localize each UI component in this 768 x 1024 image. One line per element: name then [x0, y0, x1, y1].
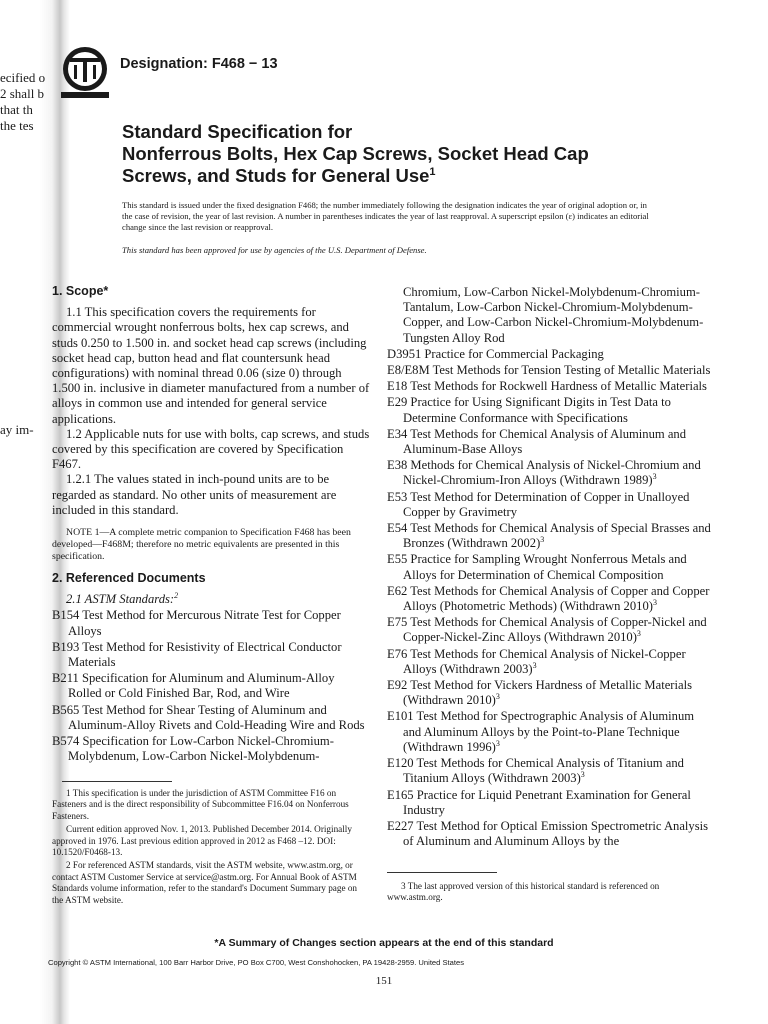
reference-item: B193 Test Method for Resistivity of Electrical Conductor Materials	[52, 639, 342, 670]
reference-item: B574 Specification for Low-Carbon Nickel-Chromium-Molybdenum, Low-Carbon Nickel-Molybdenum-	[52, 734, 334, 764]
reference-item: B211 Specification for Aluminum and Aluminum-Alloy Rolled or Cold Finished Bar, Rod, and Wire	[52, 671, 335, 701]
summary-of-changes-note: *A Summary of Changes section appears at the end of this standard	[214, 937, 554, 949]
footnote-1: 1 This specification is under the jurisdiction of ASTM Committee F16 on Fasteners and is the direct responsibility of Subcommittee F16.04 on Nonferrous Fasteners.	[52, 788, 349, 821]
footnote-mark: 3	[652, 472, 657, 482]
issued-note: This standard is issued under the fixed designation F468; the number immediately following the designation indicates the year of original adoption or, in the case of revision, the year of last revision. A number in parentheses indicates the year of last reapproval. A superscript epsilon (ε) indicates an editorial change since the last revision or reapproval.	[122, 200, 649, 232]
title-line: Screws, and Studs for General Use	[122, 165, 430, 186]
footnote-edition: Current edition approved Nov. 1, 2013. Published December 2014. Originally approved in 1976. Last previous edition approved in 2012 as F468 –12. DOI: 10.1520/F0468-13.	[52, 824, 352, 858]
left-footnotes	[52, 786, 370, 906]
margin-fragment: the tes	[0, 118, 34, 133]
reference-item: E29 Practice for Using Significant Digits in Test Data to Determine Conformance with Specifications	[387, 395, 671, 425]
reference-item: E227 Test Method for Optical Emission Spectrometric Analysis of Aluminum and Aluminum Alloys by the	[387, 818, 709, 849]
footnote-mark: 3	[495, 738, 500, 748]
referenced-documents-heading: 2. Referenced Documents	[52, 571, 206, 586]
footnote-divider	[62, 781, 172, 782]
reference-item: E92 Test Method for Vickers Hardness of Metallic Materials (Withdrawn 2010)$^3$	[387, 678, 692, 708]
margin-fragment: that th	[0, 102, 33, 117]
dod-approval-note: This standard has been approved for use by agencies of the U.S. Department of Defense.	[122, 245, 427, 255]
reference-item: E34 Test Methods for Chemical Analysis of Aluminum and Aluminum-Base Alloys	[387, 426, 687, 457]
page-number: 151	[375, 975, 393, 987]
footnote-mark: 3	[652, 597, 657, 607]
note-1: NOTE 1—A complete metric companion to Specification F468 has been developed—F468M; therefore no metric equivalents are presented in this specification.	[52, 527, 351, 563]
footnote-mark: 2	[174, 591, 179, 601]
astm-logo-icon	[57, 44, 113, 100]
footnote-divider	[387, 872, 497, 873]
scope-heading: 1. Scope*	[52, 284, 109, 298]
reference-item: E8/E8M Test Methods for Tension Testing of Metallic Materials	[387, 363, 711, 378]
footnote-2: 2 For referenced ASTM standards, visit the ASTM website, www.astm.org, or contact ASTM Customer Service at service@astm.org. For Annual Book of ASTM Standards volume information, refer to the standard's Document Summary page on the ASTM website.	[52, 860, 358, 905]
footnote-mark: 3	[580, 770, 585, 780]
reference-item: E76 Test Methods for Chemical Analysis of Nickel-Copper Alloys (Withdrawn 2003)$^3$	[387, 646, 686, 676]
footnote-mark: 3	[636, 629, 641, 639]
footnote-mark: 3	[540, 535, 545, 545]
designation: Designation: F468 − 13	[120, 56, 278, 72]
document-title	[122, 121, 682, 187]
reference-item: E55 Practice for Sampling Wrought Nonferrous Metals and Alloys for Determination of Chemical Composition	[387, 552, 687, 582]
footnote-mark: 3	[495, 692, 500, 702]
margin-fragment: 2 shall b	[0, 86, 45, 101]
reference-item: D3951 Practice for Commercial Packaging	[387, 346, 604, 361]
astm-standards-label: 2.1 ASTM Standards:$^2$	[66, 591, 179, 607]
reference-item: B154 Test Method for Mercurous Nitrate Test for Copper Alloys	[52, 608, 341, 638]
title-line: Nonferrous Bolts, Hex Cap Screws, Socket Head Cap	[122, 143, 589, 164]
reference-item: E53 Test Method for Determination of Copper in Unalloyed Copper by Gravimetry	[387, 489, 690, 519]
reference-item: E101 Test Method for Spectrographic Analysis of Aluminum and Aluminum Alloys by the Point-to-Plane Technique (Withdrawn 1996)$^3$	[387, 709, 695, 754]
reference-item: E120 Test Methods for Chemical Analysis of Titanium and Titanium Alloys (Withdrawn 2003)$^3$	[387, 756, 684, 786]
reference-item: E75 Test Methods for Chemical Analysis of Copper-Nickel and Copper-Nickel-Zinc Alloys (Withdrawn 2010)$^3$	[387, 615, 707, 645]
margin-fragment: ecified o	[0, 70, 46, 85]
paragraph-1-2-1: 1.2.1 The values stated in inch-pound units are to be regarded as standard. No other units of measurement are included in this standard.	[52, 472, 337, 517]
reference-item: E18 Test Methods for Rockwell Hardness of Metallic Materials	[387, 379, 707, 394]
paragraph-1-1: 1.1 This specification covers the requirements for commercial wrought nonferrous bolts, hex cap screws, and studs 0.250 to 1.500 in. and socket head cap screws (including socket head cap, button head and flat countersunk head configurations) with nominal thread 0.06 (size 0) through 1.500 in. inclusive in diameter manufactured from a number of alloys in common use and intended for general service applications.	[52, 305, 370, 426]
left-column	[52, 284, 370, 764]
reference-item: B565 Test Method for Shear Testing of Aluminum and Aluminum-Alloy Rivets and Cold-Heading Wire and Rods	[52, 702, 365, 732]
reference-item: E38 Methods for Chemical Analysis of Nickel-Chromium and Nickel-Chromium-Iron Alloys (Withdrawn 1989)$^3$	[387, 458, 701, 488]
copyright-line: Copyright © ASTM International, 100 Barr Harbor Drive, PO Box C700, West Conshohocken, PA 19428-2959. United States	[48, 958, 465, 967]
reference-item: Chromium, Low-Carbon Nickel-Molybdenum-Chromium-Tantalum, Low-Carbon Nickel-Chromium-Molybdenum-Copper, and Low-Carbon Nickel-Chromium-Molybdenum-Tungsten Alloy Rod	[403, 285, 704, 345]
paragraph-1-2: 1.2 Applicable nuts for use with bolts, cap screws, and studs covered by this specification are covered by Specification F467.	[52, 426, 370, 472]
margin-fragment: ay im-	[0, 422, 34, 437]
footnote-3: 3 The last approved version of this historical standard is referenced on www.astm.org.	[387, 881, 660, 903]
footnote-mark: 3	[532, 660, 537, 670]
title-footnote-mark: 1	[429, 165, 436, 178]
reference-item: E54 Test Methods for Chemical Analysis of Special Brasses and Bronzes (Withdrawn 2002)$^3$	[387, 521, 711, 551]
title-line: Standard Specification for	[122, 121, 353, 142]
reference-item: E165 Practice for Liquid Penetrant Examination for General Industry	[387, 787, 691, 817]
right-column	[387, 284, 714, 849]
reference-item: E62 Test Methods for Chemical Analysis of Copper and Copper Alloys (Photometric Methods) (Withdrawn 2010)$^3$	[387, 583, 710, 614]
